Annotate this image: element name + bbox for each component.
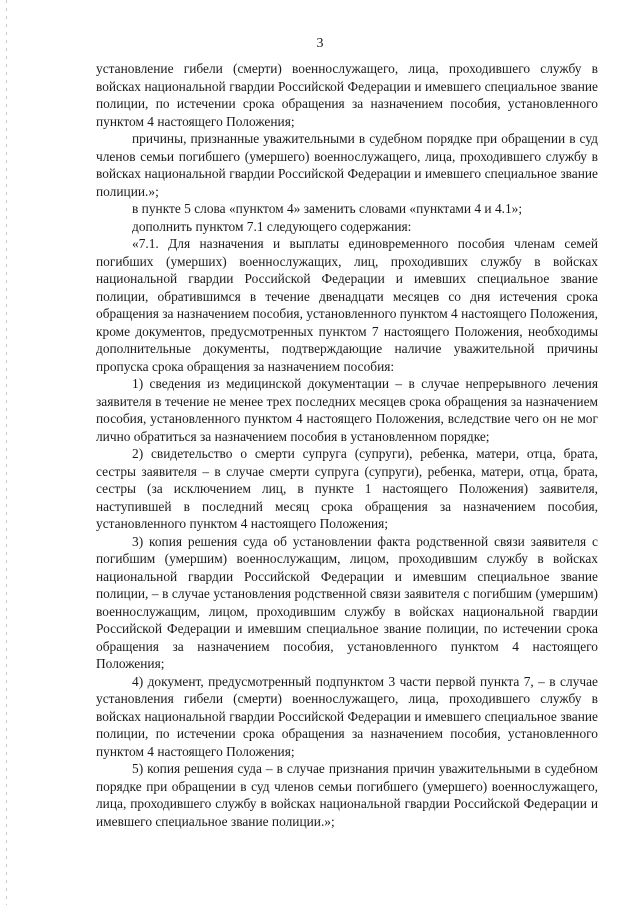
list-item: 2) свидетельство о смерти супруга (супруги), ребенка, матери, отца, брата, сестры заявителя – в случае смерти супруга (супруги), ребенка, матери, отца, брата, сестры (за исключением лиц, в пункте 1 настоящего Положения) заявителя, наступившей в последний месяц срока обращения за назначением пособия, установленного пунктом 4 настоящего Положения;	[96, 446, 598, 531]
list-item: 3) копия решения суда об установлении факта родственной связи заявителя с погибшим (умершим) военнослужащим, лицом, проходившим службу в войсках национальной гвардии Российской Федерации и имевшим специальное звание полиции, – в случае установления родственной связи заявителя с погибшим (умершим) военнослужащим, лицом, проходившим службу в войсках национальной гвардии Российской Федерации и имевшим специальное звание полиции, по истечении срока обращения за назначением пособия, установленного пунктом 4 настоящего Положения;	[96, 533, 598, 671]
paragraph: в пункте 5 слова «пунктом 4» заменить словами «пунктами 4 и 4.1»;	[132, 201, 523, 216]
list-item: 5) копия решения суда – в случае признания причин уважительными в судебном порядке при обращении в суд членов семьи погибшего (умершего) военнослужащего, лица, проходившего службу в войсках национальной гвардии Российской Федерации и имевшего специальное звание полиции.»;	[96, 761, 598, 829]
list-item: 4) документ, предусмотренный подпунктом 3 части первой пункта 7, – в случае установления гибели (смерти) военнослужащего, лица, проходившего службу в войсках национальной гвардии Российской Федерации и имевшего специальное звание полиции, по истечении срока обращения за назначением пособия, установленного пунктом 4 настоящего Положения;	[96, 673, 598, 759]
paragraph: «7.1. Для назначения и выплаты единовременного пособия членам семей погибших (умерших) военнослужащих, лиц, проходивших службу в войсках национальной гвардии Российской Федерации и имевших специальное звание полиции, обратившимся в течение двенадцати месяцев со дня истечения срока обращения за назначением пособия, установленного пунктом 4 настоящего Положения, кроме документов, предусмотренных пунктом 7 настоящего Положения, необходимы дополнительные документы, подтверждающие наличие уважительной причины пропуска срока обращения за назначением пособия:	[96, 236, 598, 374]
list-item: 1) сведения из медицинской документации – в случае непрерывного лечения заявителя в течение не менее трех последних месяцев срока обращения за назначением пособия, установленного пунктом 4 настоящего Положения, вследствие чего он не мог лично обратиться за назначением пособия в установленном порядке;	[96, 376, 598, 444]
paragraph: установление гибели (смерти) военнослужащего, лица, проходившего службу в войсках национальной гвардии Российской Федерации и имевшего специальное звание полиции, по истечении срока обращения за назначением пособия, установленного пунктом 4 настоящего Положения;	[96, 61, 598, 129]
paragraph: дополнить пунктом 7.1 следующего содержания:	[132, 218, 412, 234]
scan-margin-line	[6, 0, 7, 905]
paragraph: причины, признанные уважительными в судебном порядке при обращении в суд членов семьи погибшего (умершего) военнослужащего, лица, проходившего службу в войсках национальной гвардии Российской Федерации и имевшего специальное звание полиции.»;	[96, 131, 598, 199]
page-number: 3	[316, 36, 324, 51]
document-body	[96, 60, 598, 830]
